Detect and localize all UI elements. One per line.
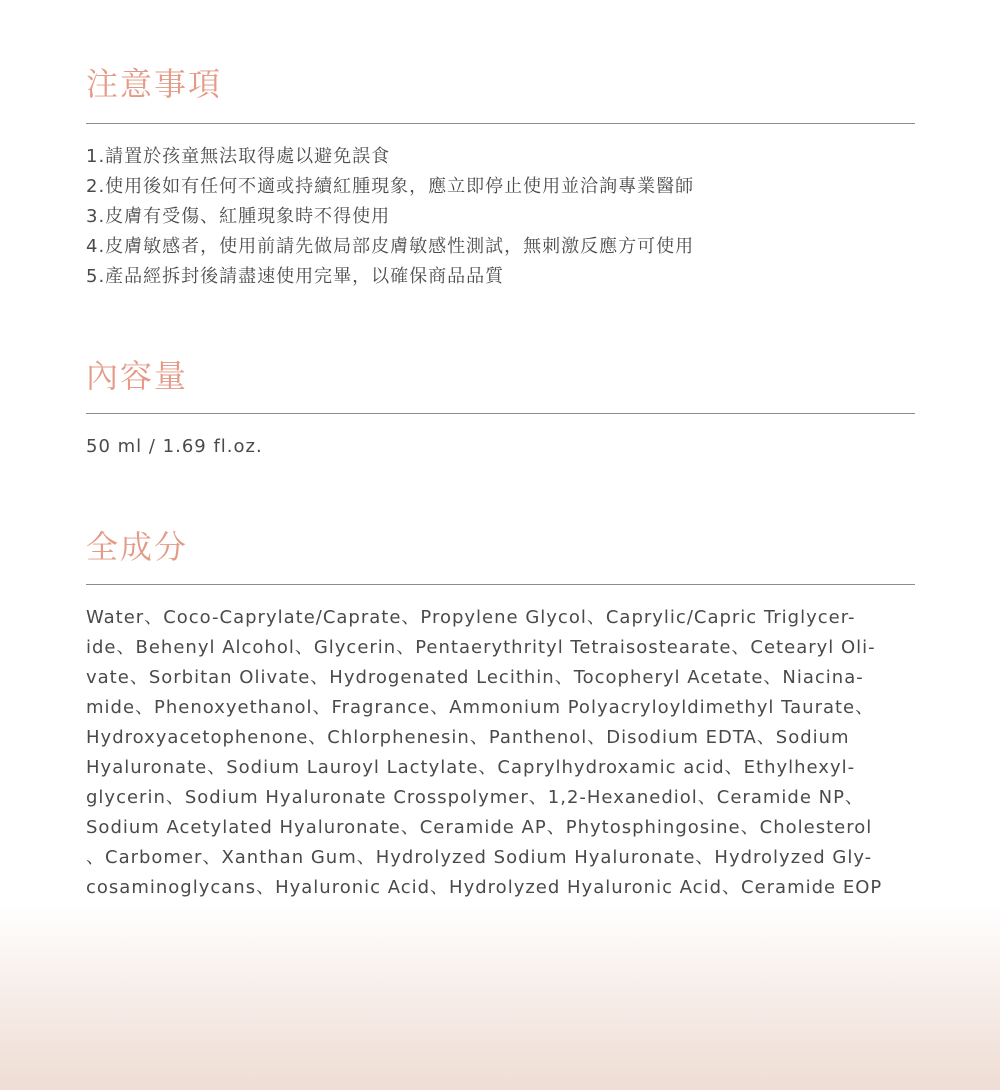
ingredients-list	[86, 603, 918, 903]
volume-title: 內容量	[86, 357, 189, 395]
ingredients-title: 全成分	[86, 528, 189, 566]
notice-item: 3.皮膚有受傷、紅腫現象時不得使用	[86, 206, 391, 227]
ingredients-line: ide、Behenyl Alcohol、Glycerin、Pentaerythrityl Tetraisostearate、Cetearyl Oli-	[86, 637, 876, 658]
ingredients-section	[86, 527, 915, 898]
ingredients-line: cosaminoglycans、Hyaluronic Acid、Hydrolyzed Hyaluronic Acid、Ceramide EOP	[86, 877, 883, 898]
ingredients-line: glycerin、Sodium Hyaluronate Crosspolymer、1,2-Hexanediol、Ceramide NP、	[86, 787, 864, 808]
notice-item: 1.請置於孩童無法取得處以避免誤食	[86, 146, 391, 167]
notice-divider	[86, 123, 915, 124]
ingredients-line: mide、Phenoxyethanol、Fragrance、Ammonium Polyacryloyldimethyl Taurate、	[86, 697, 875, 718]
volume-section	[86, 356, 915, 457]
ingredients-line: 、Carbomer、Xanthan Gum、Hydrolyzed Sodium Hyaluronate、Hydrolyzed Gly-	[86, 847, 873, 868]
ingredients-line: Hydroxyacetophenone、Chlorphenesin、Panthenol、Disodium EDTA、Sodium	[86, 727, 850, 748]
ingredients-line: Hyaluronate、Sodium Lauroyl Lactylate、Caprylhydroxamic acid、Ethylhexyl-	[86, 757, 856, 778]
ingredients-line: vate、Sorbitan Olivate、Hydrogenated Lecithin、Tocopheryl Acetate、Niacina-	[86, 667, 864, 688]
notice-section	[86, 64, 915, 287]
ingredients-line: Water、Coco-Caprylate/Caprate、Propylene Glycol、Caprylic/Capric Triglycer-	[86, 607, 856, 628]
notice-item: 4.皮膚敏感者，使用前請先做局部皮膚敏感性測試，無刺激反應方可使用	[86, 236, 695, 257]
notice-list	[86, 142, 915, 292]
ingredients-line: Sodium Acetylated Hyaluronate、Ceramide AP、Phytosphingosine、Cholesterol	[86, 817, 873, 838]
notice-title: 注意事項	[86, 65, 223, 103]
ingredients-divider	[86, 584, 915, 585]
volume-divider	[86, 413, 915, 414]
volume-value: 50 ml / 1.69 fl.oz.	[86, 436, 263, 457]
notice-item: 2.使用後如有任何不適或持續紅腫現象，應立即停止使用並洽詢專業醫師	[86, 176, 695, 197]
notice-item: 5.產品經拆封後請盡速使用完畢，以確保商品品質	[86, 266, 505, 287]
